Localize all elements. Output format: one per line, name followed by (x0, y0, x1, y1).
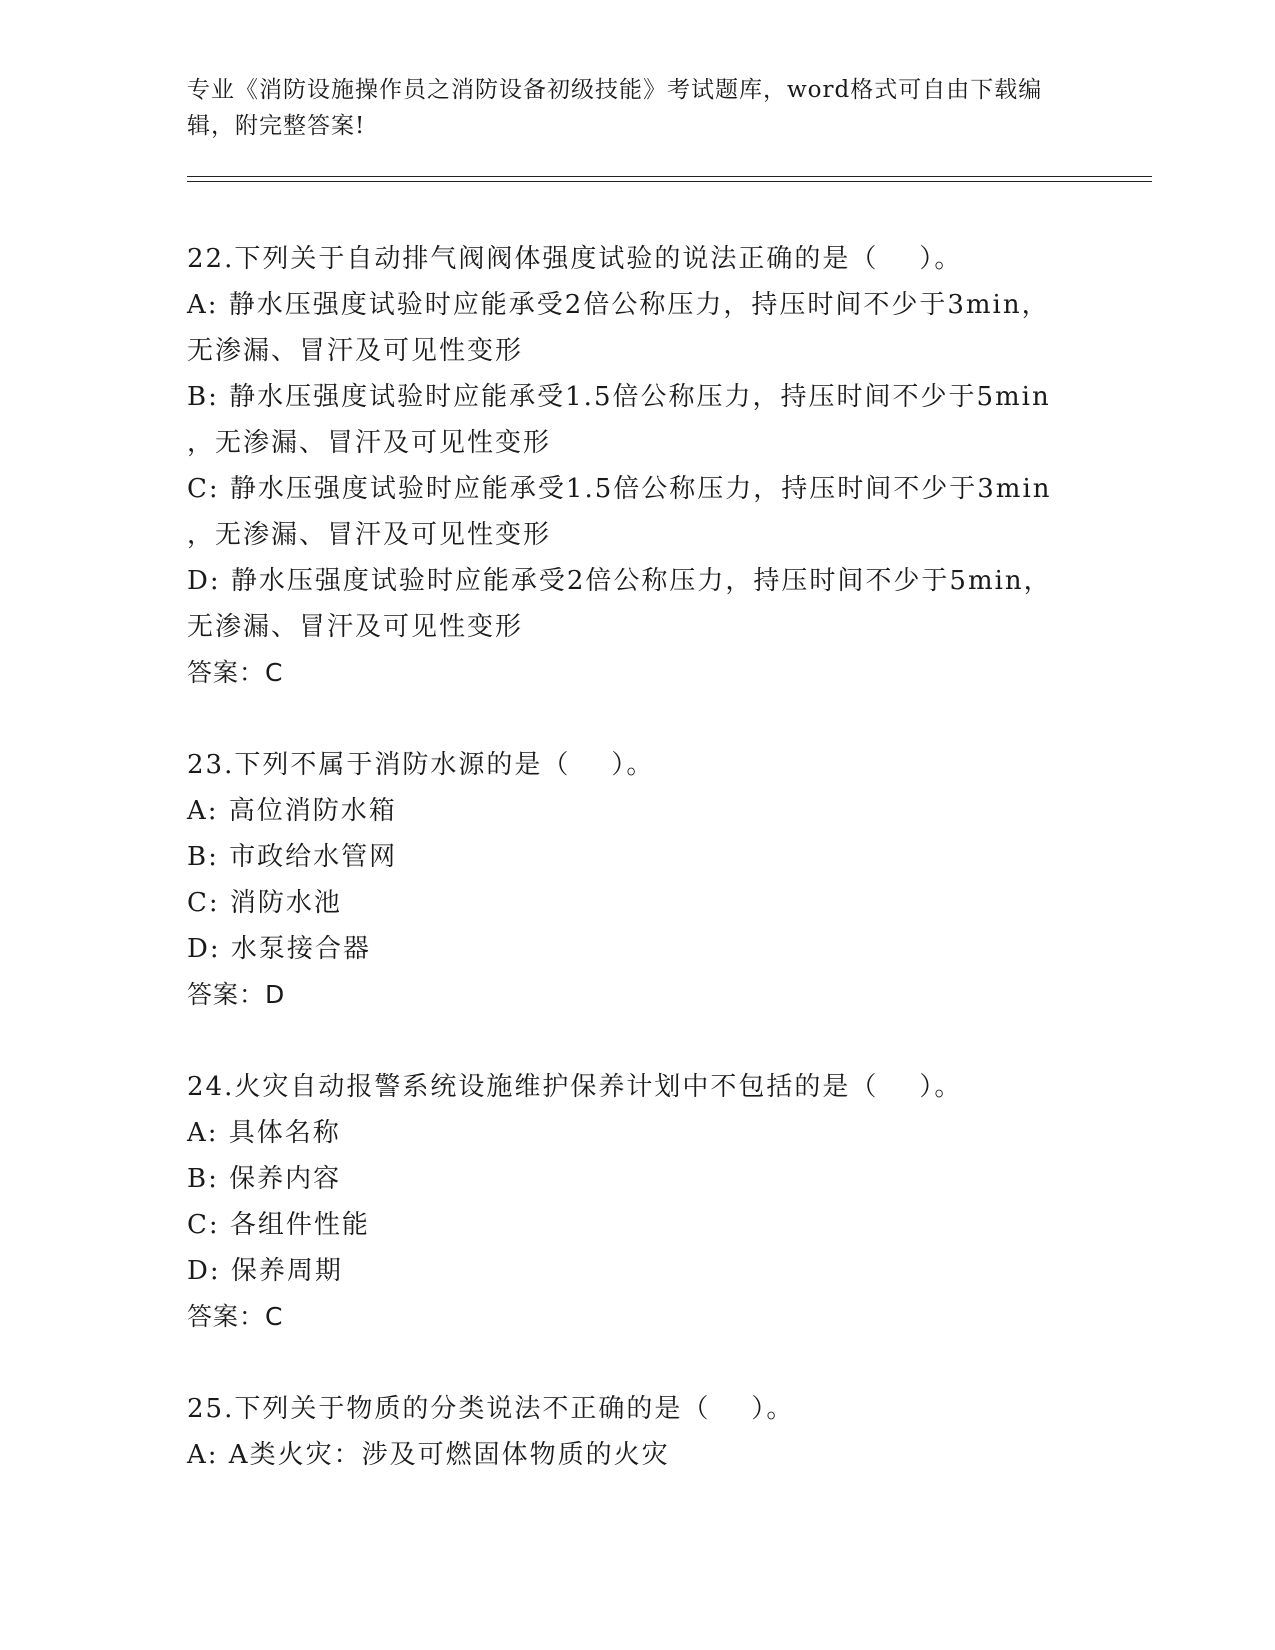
option-a: A: 具体名称 (187, 1118, 341, 1148)
question-23 (187, 742, 1107, 1018)
option-d: D: 水泵接合器 (187, 934, 371, 964)
question-25 (187, 1386, 1107, 1478)
option-a: A: 高位消防水箱 (187, 796, 397, 826)
option-b: B: 市政给水管网 (187, 842, 398, 872)
header-divider-top (187, 176, 1152, 177)
header-title-line-1: 专业《消防设施操作员之消防设备初级技能》考试题库，word格式可自由下载编 (187, 77, 1043, 103)
answer-line: 答案：C (187, 658, 284, 687)
question-22 (187, 236, 1107, 696)
header-divider-bottom (187, 181, 1152, 182)
question-list (187, 236, 1107, 1478)
option-d-line-2: 无渗漏、冒汗及可见性变形 (187, 612, 524, 642)
option-a: A: A类火灾：涉及可燃固体物质的火灾 (187, 1440, 670, 1470)
option-c-line-1: C: 静水压强度试验时应能承受1.5倍公称压力，持压时间不少于3min (187, 474, 1052, 504)
option-c: C: 消防水池 (187, 888, 342, 918)
question-stem: 22.下列关于自动排气阀阀体强度试验的说法正确的是（ ）。 (187, 244, 963, 274)
option-a-line-1: A: 静水压强度试验时应能承受2倍公称压力，持压时间不少于3min， (187, 290, 1050, 320)
question-stem: 24.火灾自动报警系统设施维护保养计划中不包括的是（ ）。 (187, 1072, 963, 1102)
option-c: C: 各组件性能 (187, 1210, 370, 1240)
option-d: D: 保养周期 (187, 1256, 343, 1286)
option-a-line-2: 无渗漏、冒汗及可见性变形 (187, 336, 524, 366)
option-c-line-2: ，无渗漏、冒汗及可见性变形 (187, 520, 552, 550)
answer-line: 答案：C (187, 1302, 284, 1331)
option-d-line-1: D: 静水压强度试验时应能承受2倍公称压力，持压时间不少于5min， (187, 566, 1052, 596)
question-stem: 23.下列不属于消防水源的是（ ）。 (187, 750, 655, 780)
question-stem: 25.下列关于物质的分类说法不正确的是（ ）。 (187, 1394, 795, 1424)
header-title-line-2: 辑，附完整答案! (187, 113, 366, 139)
option-b-line-2: ，无渗漏、冒汗及可见性变形 (187, 428, 552, 458)
question-24 (187, 1064, 1107, 1340)
answer-line: 答案：D (187, 980, 286, 1009)
option-b-line-1: B: 静水压强度试验时应能承受1.5倍公称压力，持压时间不少于5min (187, 382, 1051, 412)
document-header (187, 72, 1087, 144)
option-b: B: 保养内容 (187, 1164, 342, 1194)
